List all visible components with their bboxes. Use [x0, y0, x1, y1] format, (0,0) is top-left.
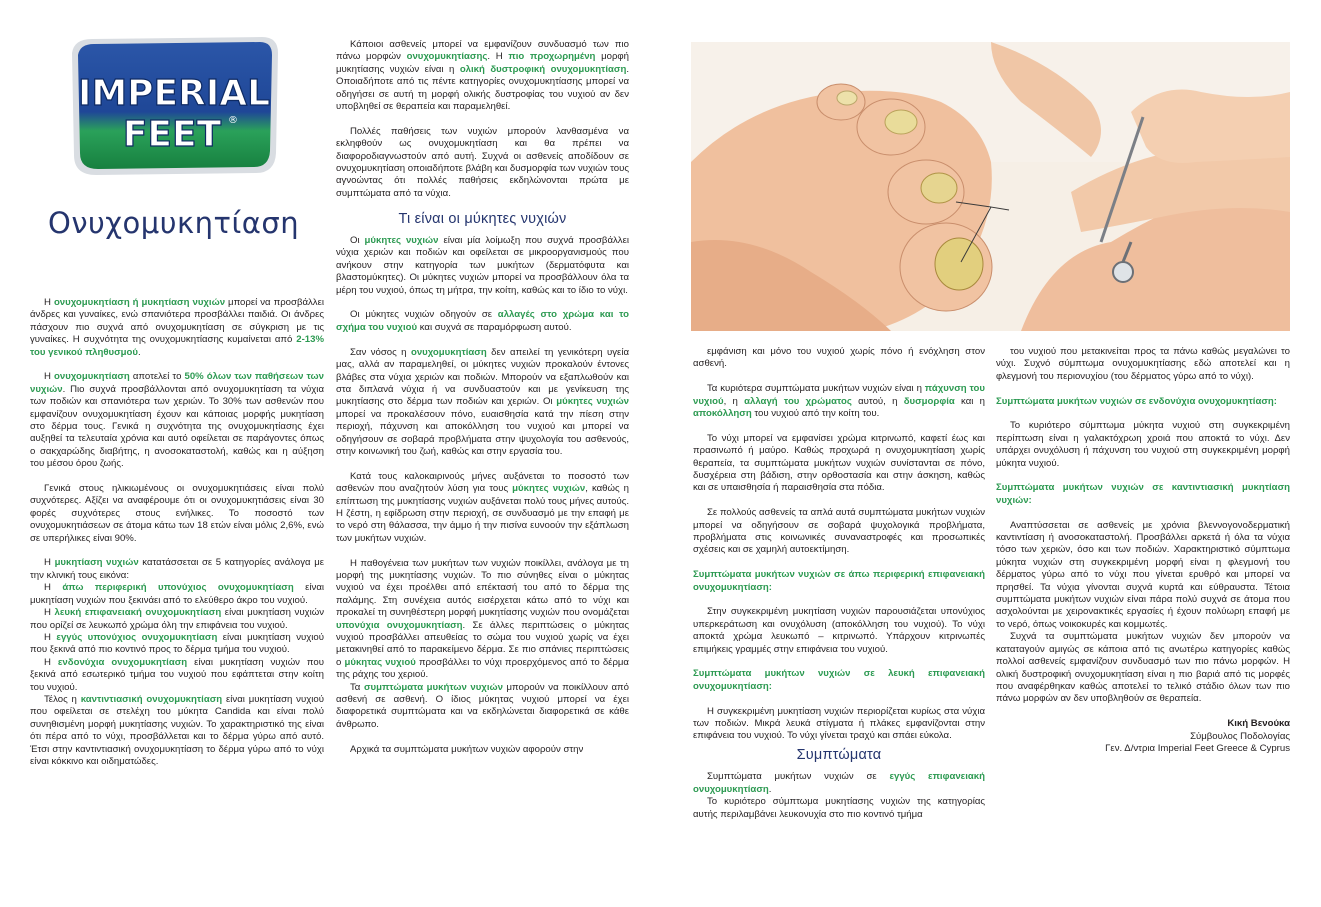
- paragraph: Το κυριότερο σύμπτωμα μύκητα νυχιού στη συγκεκριμένη περίπτωση είναι η γαλακτόχρωη χροιά που αποκτά το νύχι. Δεν υπάρχει ονυχόλυση ή πάχυνση του νυχιού στη συγκεκριμένη μορφή μύκητα νυχιού.: [996, 420, 1290, 469]
- signature-name: Κική Βενούκα: [1227, 718, 1290, 730]
- paragraph: του νυχιού που μετακινείται προς τα πάνω καθώς μεγαλώνει το νύχι. Συχνό σύμπτωμα ονυχομυκητίασης εδώ αποτελεί και η φλεγμονή του περιονυχίου (του δέρματος γύρω από το νύχι).: [996, 346, 1290, 382]
- paragraph: Σε πολλούς ασθενείς τα απλά αυτά συμπτώματα μυκήτων νυχιών μπορεί να οδηγήσουν σε σοβαρά ψυχολογικά προβλήματα, προβλήματα στις κοινωνικές συναναστροφές και προσωπικές σχέσεις και σε χαμηλή αυτοεκτίμηση.: [693, 507, 985, 556]
- paragraph: Οι μύκητες νυχιών οδηγούν σε αλλαγές στο χρώμα και το σχήμα του νυχιού και συχνά σε παραμόρφωση αυτού.: [336, 309, 630, 333]
- paragraph: Η άπω περιφερική υπονύχιος ονυχομυκητίαση είναι μυκητίαση νυχιών που ξεκινάει από το ελεύθερο άκρο του νυχιού.: [30, 582, 324, 606]
- paragraph: Πολλές παθήσεις των νυχιών μπορούν λανθασμένα να εκληφθούν ως ονυχομυκητίαση και θα πρέπει να διαφοροδιαγνωστούν από αυτή. Συχνά οι ασθενείς αποδίδουν σε ονυχομυκητίαση οποιαδήποτε βλάβη και δυσμορφία των νυχιών τους αγνοώντας ότι πολλές παθήσεις εκδηλώνονται πρώτα με συμπτώματα από τα νύχια.: [336, 125, 629, 199]
- text-column-1: [30, 297, 324, 768]
- page-title: Ονυχομυκητίαση: [48, 206, 300, 240]
- signature-organization: Γεν. Δ/ντρια Imperial Feet Greece & Cyprus: [1105, 742, 1290, 754]
- paragraph: Η ονυχομυκητίαση ή μυκητίαση νυχιών μπορεί να προσβάλλει άνδρες και γυναίκες, ενώ σπανιότερα προσβάλλει παιδιά. Οι άνδρες πάσχουν πιο συχνά από ονυχομυκητίαση σε σύγκριση με τις γυναίκες. Η συχνότητα της ονυχομυκητίασης κυμαίνεται από 2-13% του γενικού πληθυσμού.: [30, 297, 325, 358]
- paragraph: Η ενδονύχια ονυχομυκητίαση είναι μυκητίαση νυχιών που ξεκινά από εσωτερικό τμήμα του νυχιού που εφάπτεται στην κοίτη του νυχιού.: [30, 656, 324, 693]
- paragraph: Αναπτύσσεται σε ασθενείς με χρόνια βλεννογονοδερματική καντιντίαση ή ανοσοκαταστολή. Προσβάλλει αρκετά ή όλα τα νύχια τόσο των χεριών, όσο και των ποδιών. Χαρακτηριστικό σύμπτωμα μύκητα νυχιών στη συγκεκριμένη μορφή είναι η φλεγμονή του δέρματος γύρω από το νύχι που γίνεται ερυθρό και μπορεί να πρησθεί. Τα νύχια γίνονται συχνά κυρτά και εύθραυστα. Τέτοια συμπτώματα μυκήτων νυχιών είναι πάρα πολύ συχνά σε άτομα που ασχολούνται με χειρονακτικές εργασίες ή έχουν πολύωρη επαφή με το νερό, όπως νοικοκυρές και κομμωτές.: [996, 519, 1290, 630]
- section-heading: Τι είναι οι μύκητες νυχιών: [398, 210, 567, 227]
- paragraph: Τέλος η καντιντιασική ονυχομυκητίαση είναι μυκητίαση νυχιού που οφείλεται σε στελέχη του μύκητα Candida και είναι πολύ συνηθισμένη μορφή μυκητίασης νυχιών. Το χαρακτηριστικό της είναι ότι πέρα από το νύχι, προσβάλλεται και το δέρμα γύρω από αυτό. Έτσι στην καντιντιασική ονυχομυκητίαση το δέρμα γύρω από το νύχι είναι κόκκινο και οιδηματώδες.: [30, 693, 324, 767]
- section-heading: Συμπτώματα: [796, 746, 882, 763]
- paragraph: Τα κυριότερα συμπτώματα μυκήτων νυχιών είναι η πάχυνση του νυχιού, η αλλαγή του χρώματος αυτού, η δυσμορφία και η αποκόλληση του νυχιού από την κοίτη του.: [693, 383, 985, 420]
- paragraph: Συμπτώματα μυκήτων νυχιών σε εγγύς επιφανειακή ονυχομυκητίαση.: [693, 771, 986, 795]
- text-column-3: [693, 346, 985, 821]
- paragraph: Κατά τους καλοκαιρινούς μήνες αυξάνεται το ποσοστό των ασθενών που αναζητούν λύση για τους μύκητες νυχιών, καθώς η επίπτωση της μυκητίασης νυχιών αυξάνεται πολύ τους μήνες αυτούς. Η ζέστη, η εφίδρωση στην περιοχή, σε συνδυασμό με την επαφή με το νερό στη θάλασσα, την άμμο ή την πισίνα ευνοούν την εξάπλωση των μυκήτων νυχιών.: [336, 470, 629, 544]
- paragraph: Κάποιοι ασθενείς μπορεί να εμφανίζουν συνδυασμό των πιο πάνω μορφών ονυχομυκητίασης. Η πιο προχωρημένη μορφή μυκητίασης νυχιών είναι η ολική δυστροφική ονυχομυκητίαση. Οποιαδήποτε από τις πέντε κατηγορίες ονυχομυκητίασης μπορεί να οδηγήσει σε αυτή τη μορφή ολικής δυστροφίας του νυχιού αν δεν υποβληθεί σε θεραπεία και παραμεληθεί.: [336, 39, 629, 113]
- paragraph: Το νύχι μπορεί να εμφανίσει χρώμα κιτρινωπό, καφετί έως και πρασινωπό ή μαύρο. Καθώς προχωρά η ονυχομυκητίαση χωρίς θεραπεία, τα συμπτώματα μυκήτων νυχιών συνίστανται σε πόνο, δυσχέρεια στη βάδιση, στην ορθοστασία και στην άσκηση, καθώς και σε υπαισθησία ή παραισθησία στα πόδια.: [693, 432, 985, 494]
- paragraph: Η εγγύς υπονύχιος ονυχομυκητίαση είναι μυκητίαση νυχιού που ξεκινά από πιο κοντινό προς το δέρμα τμήμα του νυχιού.: [30, 631, 324, 656]
- subheading: Συμπτώματα μυκήτων νυχιών σε άπω περιφερική επιφανειακή ονυχομυκητίαση:: [693, 569, 985, 593]
- paragraph: Οι μύκητες νυχιών είναι μία λοίμωξη που συχνά προσβάλλει νύχια χεριών και ποδιών και οφείλεται σε μικροοργανισμούς που ανήκουν στην κατηγορία των μυκήτων (δερματόφυτα και βλαστομύκητες). Οι μύκητες νυχιών μπορεί να προσβάλλουν όλα τα μέρη του νυχιού, όπως τη μήτρα, την κοίτη, καθώς και το ίδιο το νύχι.: [336, 235, 629, 296]
- imperial-feet-logo: [62, 33, 286, 179]
- paragraph: Η συγκεκριμένη μυκητίαση νυχιών περιορίζεται κυρίως στα νύχια των ποδιών. Μικρά λευκά στίγματα ή πλάκες εμφανίζονται στην επιφάνεια του νυχιού. Το νύχι γίνεται τραχύ και σπάει εύκολα.: [693, 705, 985, 742]
- text-column-4: [996, 346, 1290, 755]
- paragraph: Αρχικά τα συμπτώματα μυκήτων νυχιών αφορούν στην: [350, 743, 584, 755]
- paragraph: Η λευκή επιφανειακή ονυχομυκητίαση είναι μυκητίαση νυχιών που ορίζεί σε λευκωπό χρώμα όλη την επιφάνεια του νυχιού.: [30, 607, 325, 631]
- signature-role: Σύμβουλος Ποδολογίας: [1190, 730, 1290, 742]
- paragraph: Η ονυχομυκητίαση αποτελεί το 50% όλων των παθήσεων των νυχιών. Πιο συχνά προσβάλλονται από ονυχομυκητίαση τα νύχια των ποδιών και σπανιότερα των χεριών. Το 30% των ασθενών που εμφανίζουν ονυχομυκητίαση έχουν και κάποιας μορφής μυκητίαση στο δέρμα τους. Γενικά η συχνότητα της ονυχομυκητίασης έχει αυξηθεί τα τελευταία χρόνια και αυτό οφείλεται σε παράγοντες όπως ο σακχαρώδης διαβήτης, η ανοσοκαταστολή, καθώς και η αύξηση του μέσου όρου ζωής.: [30, 371, 324, 470]
- paragraph: Η παθογένεια των μυκήτων των νυχιών ποικίλλει, ανάλογα με τη μορφή της μυκητίασης νυχιών. Το πιο σύνηθες είναι ο μύκητας νυχιού να έχει προέλθει από επέκτασή του από το δέρμα της παλάμης. Στη συνέχεια αυτός εισέρχεται κάτω από το νύχι και προκαλεί τη συνηθέστερη μορφή μυκητίασης νυχιών που ονομάζεται υπονύχια ονυχομυκητίαση. Σε άλλες περιπτώσεις ο μύκητας νυχιού προσβάλλει απευθείας το σώμα του νυχιού χωρίς να έχει μετακινηθεί από το παρακείμενο δέρμα. Σε πιο σπάνιες περιπτώσεις ο μύκητας νυχιού προσβάλλει το νύχι προερχόμενος από το δέρμα της ράχης του χεριού.: [336, 557, 629, 681]
- paragraph: Το κυριότερο σύμπτωμα μυκητίασης νυχιών της κατηγορίας αυτής περιλαμβάνει λευκονυχία στο πιο κοντινό τμήμα: [693, 796, 985, 820]
- paragraph: Η μυκητίαση νυχιών κατατάσσεται σε 5 κατηγορίες ανάλογα με την κλινική τους εικόνα:: [30, 557, 325, 581]
- paragraph: Σαν νόσος η ονυχομυκητίαση δεν απειλεί τη γενικότερη υγεία μας, αλλά αν παραμεληθεί, οι μύκητες νυχιών προκαλούν έντονες βλάβες στα νύχια χεριών και ποδιών. Μπορούν να εξαπλωθούν και στα διπλανά νύχια ή να συνδυαστούν και με γενίκευση της μυκητίασης στο δέρμα των ποδιών και χεριών. Οι μύκητες νυχιών μπορεί να προκαλέσουν πόνο, ευαισθησία κατά την πίεση στην περιοχή, πάχυνση και αποκόλληση του νυχιού και μπορεί να οδηγήσουν σε σοβαρά προβλήματα στην ψυχολογία του ασθενούς, στην κοινωνική του ζωή, καθώς και στην εργασία του.: [336, 346, 630, 457]
- subheading: Συμπτώματα μυκήτων νυχιών σε ενδονύχια ονυχομυκητίαση:: [996, 395, 1277, 407]
- foot-examination-illustration: [691, 42, 1290, 331]
- paragraph: Στην συγκεκριμένη μυκητίαση νυχιών παρουσιάζεται υπονύχιος υπερκεράτωση και ονυχόλυση (αποκόλληση του νυχιού). Το νύχι αποκτά χρώμα λευκωπό – κιτρινωπό. Υπάρχουν κιτρινωπές επιμήκεις γραμμές στην επιφάνεια του νυχιού.: [693, 606, 985, 655]
- logo-line2: FEET: [122, 114, 222, 155]
- paragraph: εμφάνιση και μόνο του νυχιού χωρίς πόνο ή ενόχληση στον ασθενή.: [693, 346, 985, 370]
- paragraph: Γενικά στους ηλικιωμένους οι ονυχομυκητιάσεις είναι πολύ συχνότερες. Αξίζει να αναφέρουμε ότι οι ονυχομυκητιάσεις είναι 30 φορές συχνότερες στους ενήλικες. Το ποσοστό των ονυχομυκητιάσεων σε άτομα κάτω των 18 ετών είναι μόλις 2,6%, ενώ σε υπερήλικες είναι 90%.: [30, 483, 324, 544]
- text-column-2: [336, 39, 629, 768]
- paragraph: Συχνά τα συμπτώματα μυκήτων νυχιών δεν μπορούν να καταταγούν αμιγώς σε κάποια από τις ανωτέρω κατηγορίες καθώς πολλοί ασθενείς εμφανίζουν συνδυασμό των πιο πάνω μορφών. Η ολική δυστροφική ονυχομυκητίαση είναι η πιο βαριά από τις μορφές που αναφέρθηκαν καθώς αποτελεί το τελικό στάδιο όλων των πιο πάνω μορφών αν δεν υποβληθούν σε θεραπεία.: [996, 631, 1290, 705]
- logo-line1: IMPERIAL: [77, 73, 271, 114]
- paragraph: Τα συμπτώματα μυκήτων νυχιών μπορούν να ποικίλλουν από ασθενή σε ασθενή. Ο ίδιος μύκητας νυχιού μπορεί να έχει διαφορετικά συμπτώματα και να εκδηλώνεται διαφορετικά σε κάθε άνθρωπο.: [336, 681, 629, 730]
- registered-mark: ®: [228, 115, 238, 126]
- subheading: Συμπτώματα μυκήτων νυχιών σε καντιντιασική μυκητίαση νυχιών:: [996, 482, 1290, 506]
- subheading: Συμπτώματα μυκήτων νυχιών σε λευκή επιφανειακή ονυχομυκητίαση:: [693, 668, 985, 692]
